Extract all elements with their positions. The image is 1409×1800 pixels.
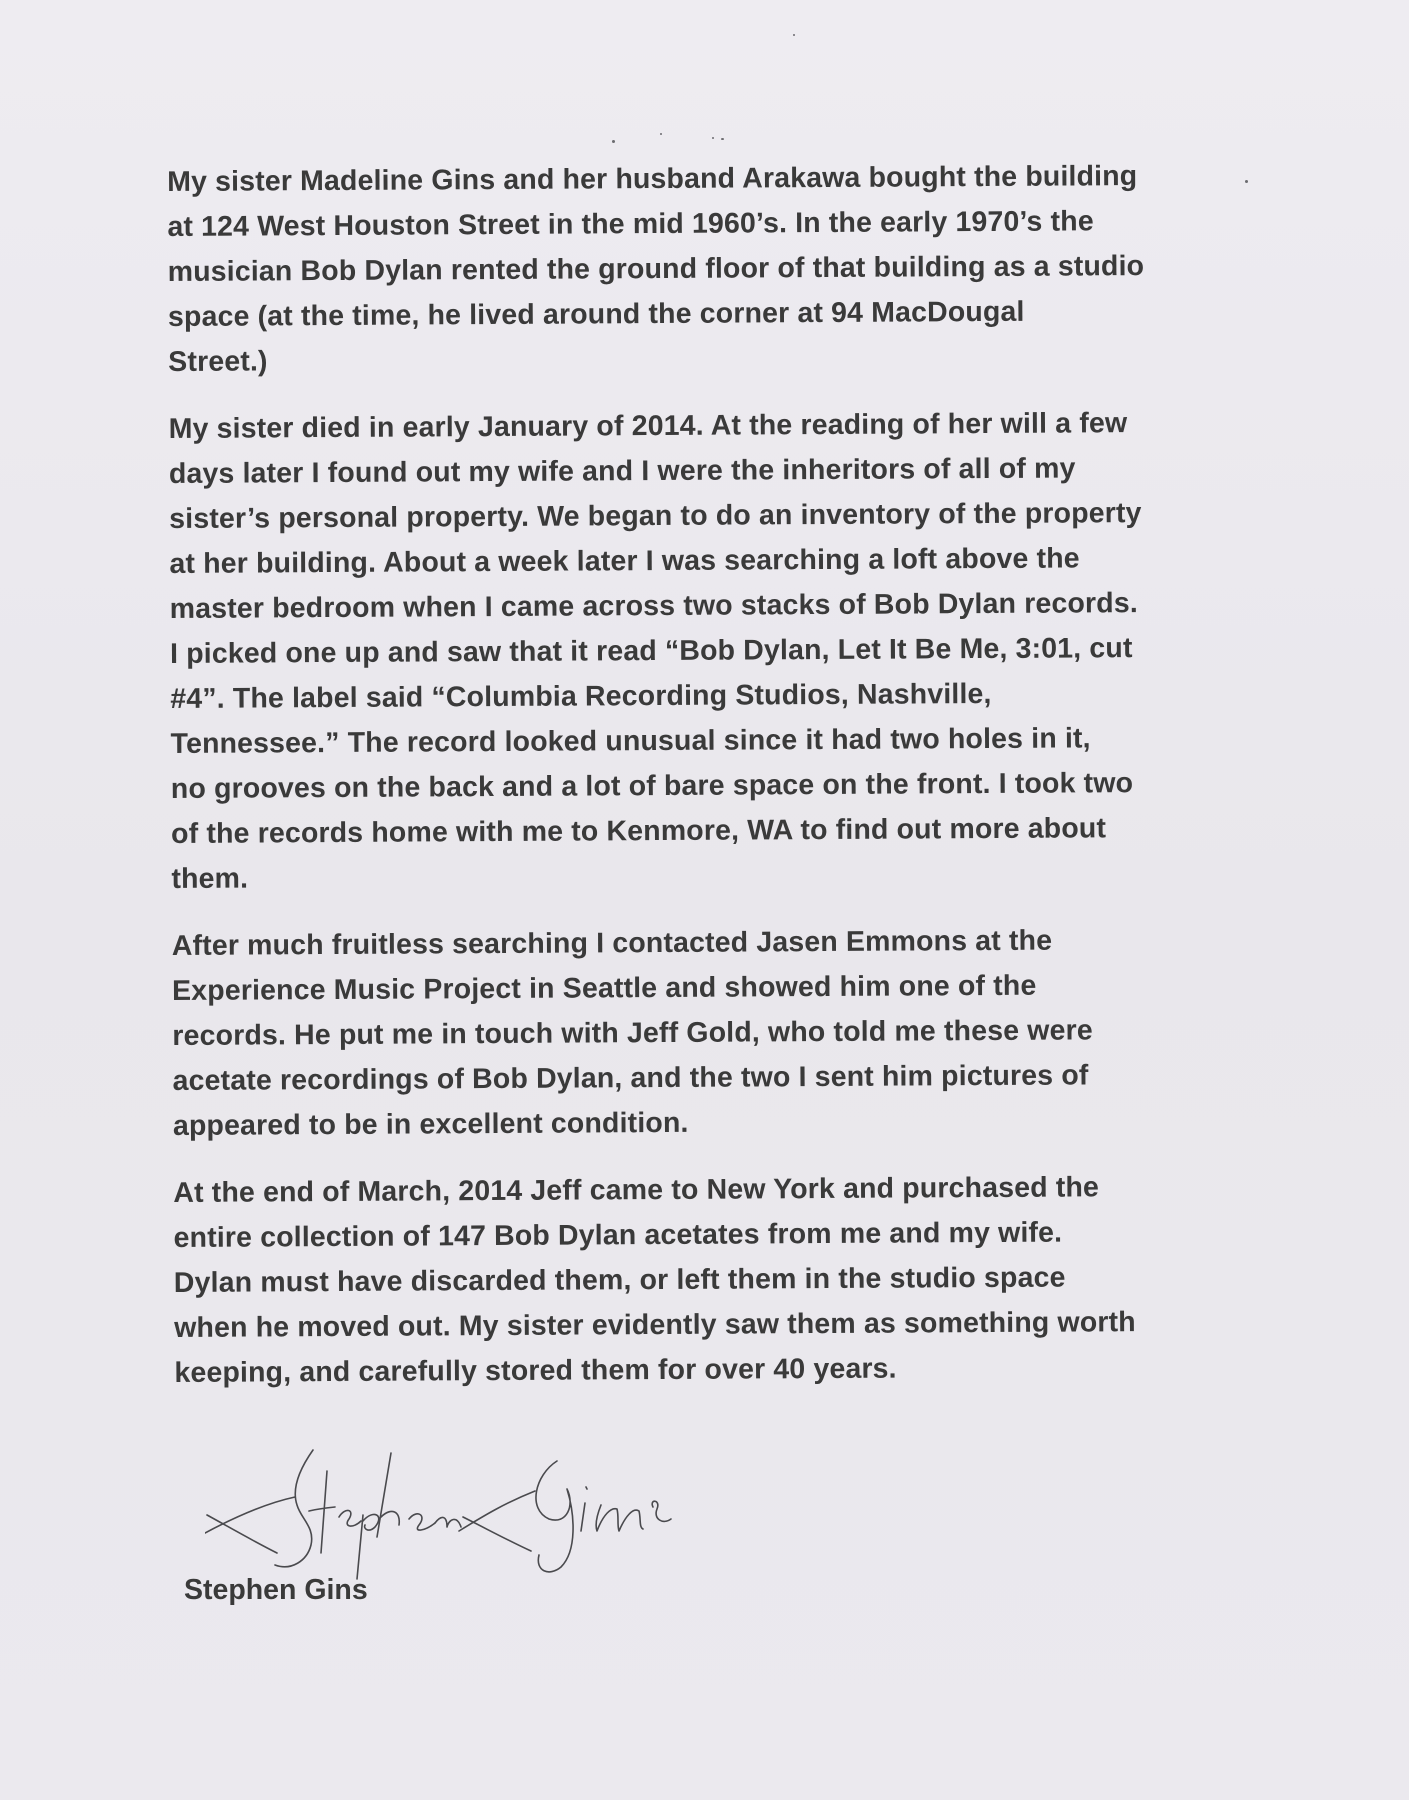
text-line: no grooves on the back and a lot of bare space on the front. I took two — [170, 767, 1134, 805]
text-line: them. — [171, 862, 249, 895]
text-line: Street.) — [168, 345, 268, 378]
text-line: at 124 West Houston Street in the mid 1960’s. In the early 1970’s the — [167, 205, 1094, 243]
text-line: musician Bob Dylan rented the ground floor of that building as a studio — [167, 250, 1145, 288]
paragraph-1 — [167, 153, 1278, 385]
paper-speck — [793, 34, 795, 36]
paper-speck — [721, 138, 724, 140]
text-line: My sister Madeline Gins and her husband Arakawa bought the building — [167, 160, 1138, 198]
text-line: Experience Music Project in Seattle and showed him one of the — [171, 969, 1037, 1007]
text-line: sister’s personal property. We began to do an inventory of the property — [169, 497, 1142, 535]
letter-body — [167, 153, 1285, 1418]
text-line: #4”. The label said “Columbia Recording Studios, Nashville, — [170, 677, 992, 715]
paragraph-2 — [169, 400, 1282, 902]
paragraph-3 — [172, 917, 1283, 1149]
text-line: records. He put me in touch with Jeff Gold, who told me these were — [172, 1014, 1093, 1052]
text-line: After much fruitless searching I contacted Jasen Emmons at the — [171, 924, 1053, 962]
text-line: At the end of March, 2014 Jeff came to New York and purchased the — [173, 1171, 1100, 1209]
text-line: My sister died in early January of 2014. At the reading of her will a few — [168, 407, 1128, 445]
text-line: when he moved out. My sister evidently saw them as something worth — [174, 1306, 1136, 1344]
text-line: days later I found out my wife and I were the inheritors of all of my — [168, 452, 1076, 490]
text-line: entire collection of 147 Bob Dylan acetates from me and my wife. — [173, 1216, 1063, 1254]
text-line: space (at the time, he lived around the corner at 94 MacDougal — [167, 295, 1025, 333]
text-line: of the records home with me to Kenmore, WA to find out more about — [171, 812, 1107, 850]
text-line: master bedroom when I came across two stacks of Bob Dylan records. — [169, 587, 1138, 625]
text-line: keeping, and carefully stored them for over 40 years. — [174, 1352, 897, 1389]
signer-name: Stephen Gins — [184, 1574, 368, 1606]
paper-speck — [712, 137, 714, 139]
text-line: Tennessee.” The record looked unusual since it had two holes in it, — [170, 722, 1091, 760]
text-line: Dylan must have discarded them, or left them in the studio space — [173, 1261, 1066, 1299]
text-line: I picked one up and saw that it read “Bob Dylan, Let It Be Me, 3:01, cut — [169, 632, 1133, 670]
text-line: appeared to be in excellent condition. — [172, 1106, 689, 1142]
paragraph-4 — [173, 1164, 1284, 1396]
text-line: at her building. About a week later I was searching a loft above the — [169, 542, 1080, 580]
text-line: acetate recordings of Bob Dylan, and the two I sent him pictures of — [172, 1059, 1089, 1097]
paper-speck — [660, 133, 662, 135]
paper-speck — [612, 140, 615, 143]
